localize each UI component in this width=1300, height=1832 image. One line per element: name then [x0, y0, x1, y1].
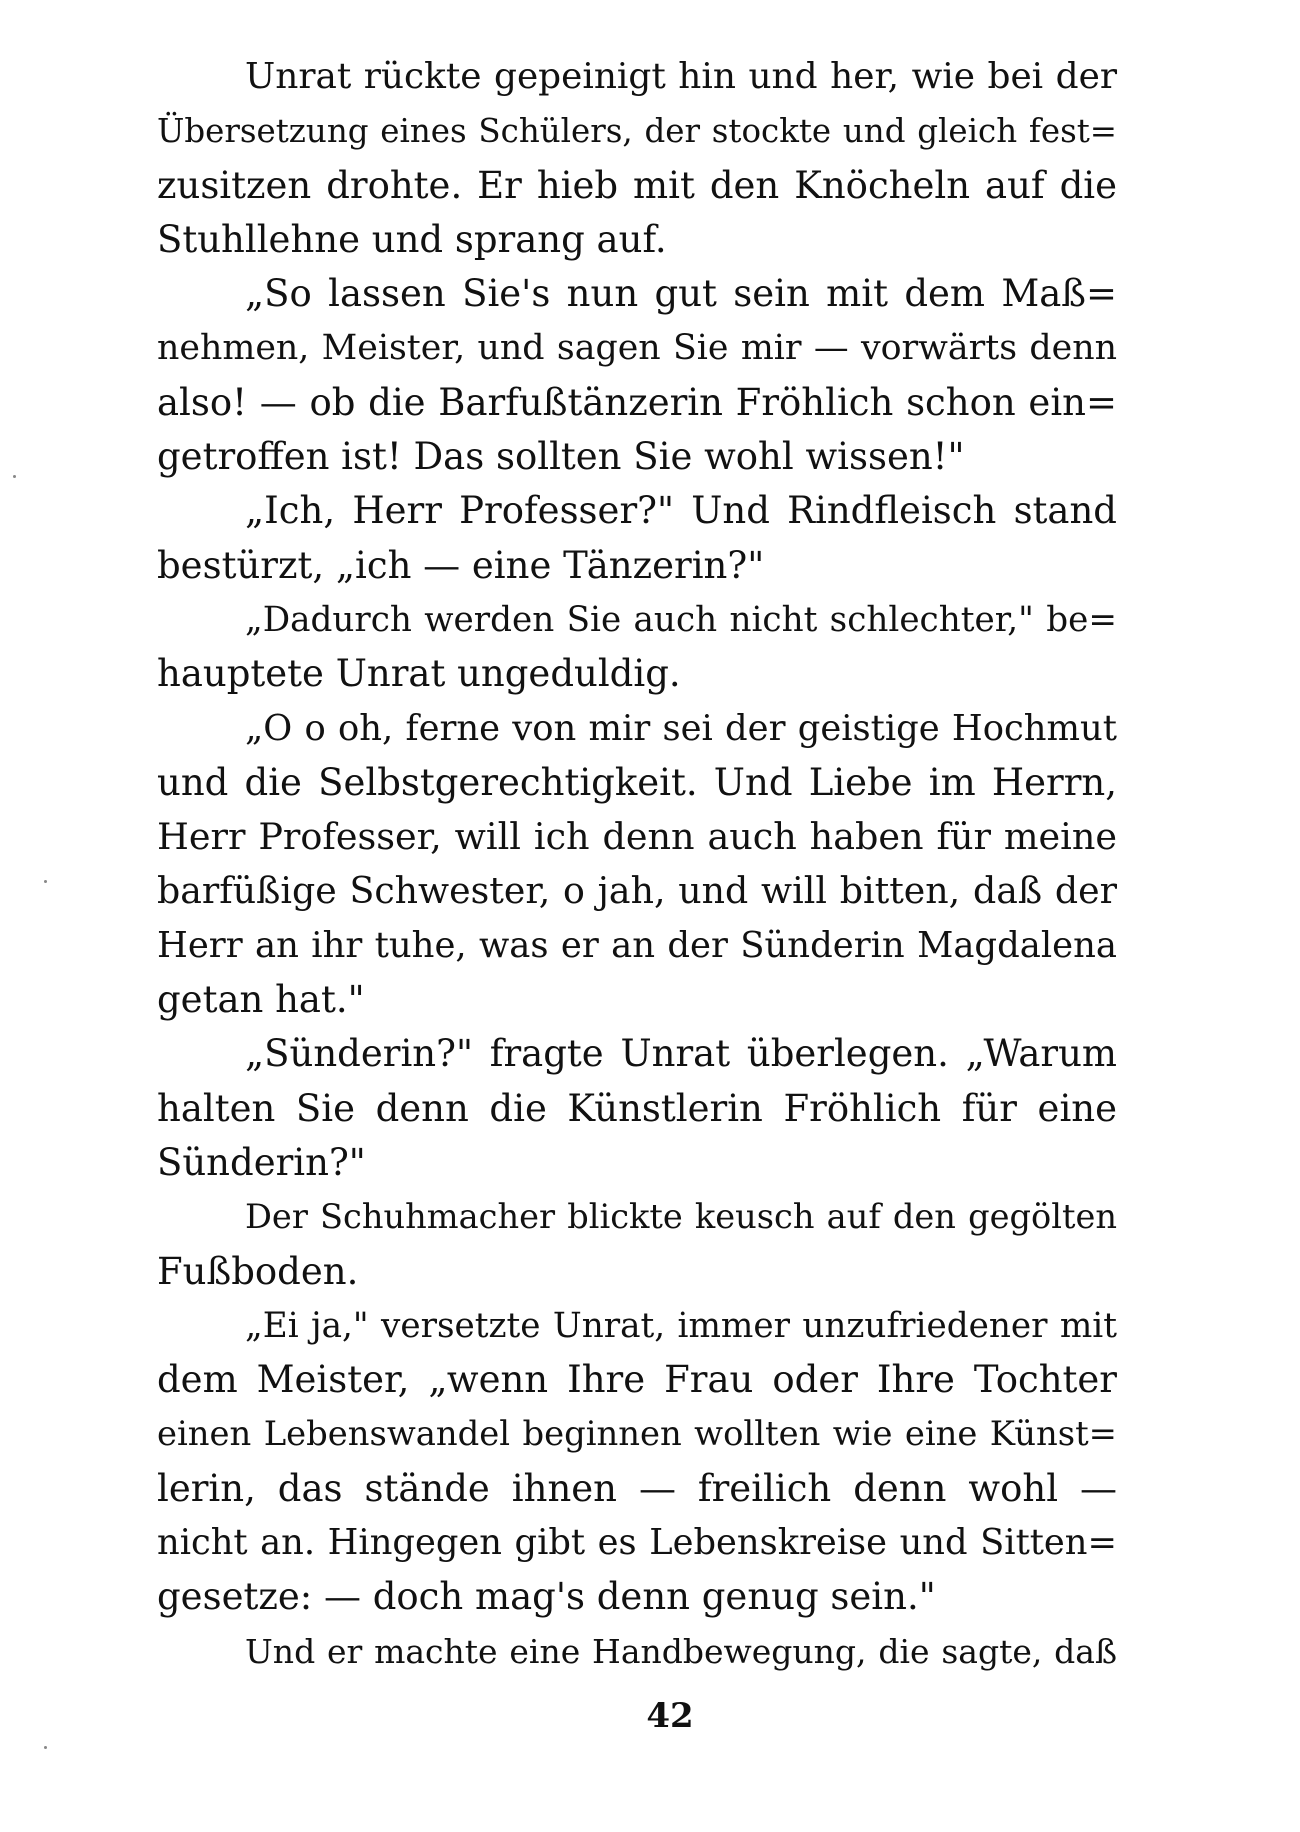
text-line: Übersetzung eines Schülers, der stockte und gleich fest=: [157, 112, 1117, 151]
text-line: „Ei ja," versetzte Unrat, immer unzufriedener mit: [245, 1305, 1117, 1346]
text-line: hauptete Unrat ungeduldig.: [157, 652, 681, 696]
text-line: Sünderin?": [157, 1140, 366, 1184]
text-line: „Ich, Herr Professer?" Und Rindfleisch stand: [245, 489, 1117, 533]
scan-speck: [44, 1746, 47, 1749]
text-line: „So lassen Sie's nun gut sein mit dem Maß=: [245, 272, 1117, 316]
text-line: halten Sie denn die Künstlerin Fröhlich für eine: [157, 1086, 1117, 1130]
text-line: also! — ob die Barfußtänzerin Fröhlich schon ein=: [157, 380, 1117, 424]
text-line: Unrat rückte gepeinigt hin und her, wie bei der: [245, 56, 1117, 97]
text-line: Der Schuhmacher blickte keusch auf den gegölten: [245, 1197, 1117, 1237]
text-line: „Dadurch werden Sie auch nicht schlechter," be=: [245, 599, 1117, 640]
text-line: gesetze: — doch mag's denn genug sein.": [157, 1575, 936, 1619]
text-line: „Sünderin?" fragte Unrat überlegen. „Warum: [245, 1032, 1117, 1076]
text-line: nicht an. Hingegen gibt es Lebenskreise und Sitten=: [157, 1522, 1117, 1564]
text-line: Herr an ihr tuhe, was er an der Sünderin Magdalena: [157, 924, 1117, 966]
body-text: [157, 50, 1117, 1679]
scan-speck: [13, 475, 16, 478]
text-line: getan hat.": [157, 978, 365, 1022]
text-line: einen Lebenswandel beginnen wollten wie eine Künst=: [157, 1414, 1117, 1454]
text-line: und die Selbstgerechtigkeit. Und Liebe im Herrn,: [157, 760, 1117, 804]
text-line: bestürzt, „ich — eine Tänzerin?": [157, 543, 765, 587]
text-line: Fußboden.: [157, 1249, 359, 1293]
text-line: „O o oh, ferne von mir sei der geistige Hochmut: [245, 707, 1117, 749]
text-line: dem Meister, „wenn Ihre Frau oder Ihre Tochter: [157, 1358, 1117, 1402]
text-line: Herr Professer, will ich denn auch haben für meine: [157, 815, 1117, 859]
text-line: getroffen ist! Das sollten Sie wohl wissen!": [157, 435, 965, 479]
text-line: nehmen, Meister, und sagen Sie mir — vorwärts denn: [157, 328, 1117, 369]
page-number: 42: [646, 1696, 694, 1736]
text-line: barfüßige Schwester, o jah, und will bitten, daß der: [157, 869, 1117, 913]
scan-speck: [44, 880, 47, 883]
text-line: zusitzen drohte. Er hieb mit den Knöcheln auf die: [157, 163, 1117, 207]
text-line: Stuhllehne und sprang auf.: [157, 217, 667, 261]
text-line: lerin, das stände ihnen — freilich denn wohl —: [157, 1466, 1117, 1510]
text-line: Und er machte eine Handbewegung, die sagte, daß: [245, 1631, 1117, 1671]
